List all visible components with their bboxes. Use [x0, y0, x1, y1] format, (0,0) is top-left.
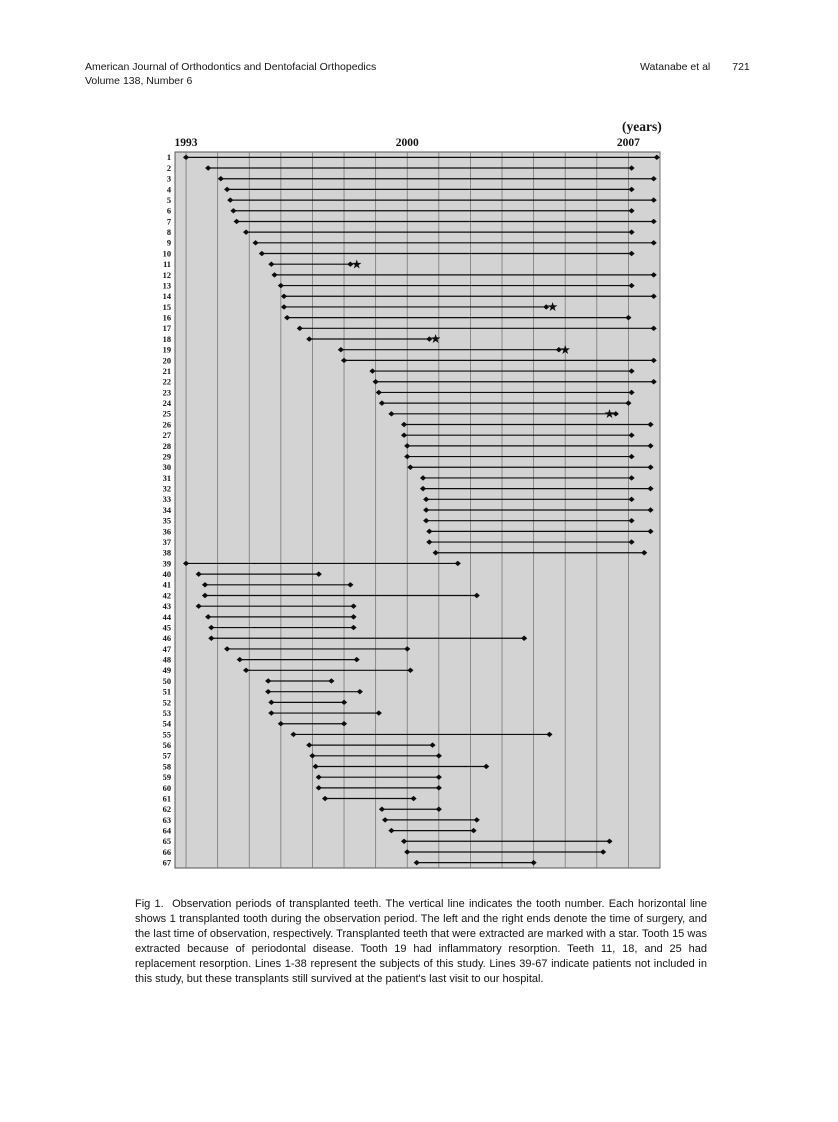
figure-caption [135, 897, 707, 986]
tooth-number-label: 2 [166, 163, 171, 173]
tooth-number-label: 31 [162, 473, 171, 483]
tooth-number-label: 7 [166, 217, 171, 227]
tooth-number-label: 32 [162, 484, 171, 494]
tooth-number-label: 42 [162, 591, 171, 601]
figure-caption-text: Observation periods of transplanted teeth. The vertical line indicates the tooth number. Each horizontal line shows 1 transplanted tooth during the observation period. The left and the right ends denote the time of surgery, and the last time of observation, respectively. Transplanted teeth that were extracted are marked with a star. Tooth 15 was extracted because of periodontal disease. Tooth 19 had inflammatory resorption. Teeth 11, 18, and 25 had replacement resorption. Lines 1-38 represent the subjects of this study. Lines 39-67 indicate patients not included in this study, but these transplants still survived at the patient's last visit to our hospital. [135, 898, 707, 985]
tooth-number-label: 3 [166, 174, 171, 184]
tooth-number-label: 34 [162, 505, 171, 515]
tooth-number-label: 36 [162, 527, 171, 537]
tooth-number-label: 65 [162, 837, 171, 847]
tooth-number-label: 51 [162, 687, 171, 697]
extraction-star-icon: ★ [351, 256, 363, 272]
tooth-number-label: 62 [162, 805, 171, 815]
running-authors: Watanabe et al [640, 61, 711, 73]
tooth-number-label: 53 [162, 708, 171, 718]
tooth-number-label: 44 [162, 612, 171, 622]
tooth-number-label: 57 [162, 751, 171, 761]
tooth-number-label: 18 [162, 334, 171, 344]
tooth-number-label: 10 [162, 249, 171, 259]
tooth-number-label: 56 [162, 741, 171, 751]
tooth-number-label: 60 [162, 783, 171, 793]
tooth-number-label: 49 [162, 666, 171, 676]
tooth-number-label: 30 [162, 463, 171, 473]
tooth-number-label: 55 [162, 730, 171, 740]
tooth-number-label: 12 [162, 270, 171, 280]
tooth-number-label: 38 [162, 548, 171, 558]
observation-periods-chart [130, 132, 670, 877]
tooth-number-label: 13 [162, 281, 171, 291]
x-axis-unit-label: (years) [622, 119, 662, 134]
tooth-number-label: 25 [162, 409, 171, 419]
tooth-number-label: 4 [166, 185, 171, 195]
tooth-number-label: 29 [162, 452, 171, 462]
extraction-star-icon: ★ [559, 341, 571, 357]
year-tick-label: 1993 [174, 137, 198, 149]
tooth-number-label: 5 [166, 195, 171, 205]
tooth-number-label: 54 [162, 719, 171, 729]
figure-caption-label: Fig 1. [135, 898, 164, 910]
tooth-number-label: 67 [162, 858, 171, 868]
tooth-number-label: 8 [166, 228, 171, 238]
tooth-number-label: 48 [162, 655, 171, 665]
folio-page-number: 721 [732, 61, 750, 73]
journal-volume: Volume 138, Number 6 [85, 75, 193, 87]
tooth-number-label: 43 [162, 602, 171, 612]
tooth-number-label: 39 [162, 559, 171, 569]
tooth-number-label: 15 [162, 302, 171, 312]
tooth-number-label: 16 [162, 313, 171, 323]
tooth-number-label: 6 [166, 206, 171, 216]
tooth-number-label: 14 [162, 292, 171, 302]
journal-title: American Journal of Orthodontics and Dentofacial Orthopedics [85, 61, 377, 73]
tooth-number-label: 26 [162, 420, 171, 430]
tooth-number-label: 63 [162, 815, 171, 825]
tooth-number-label: 45 [162, 623, 171, 633]
tooth-number-label: 28 [162, 441, 171, 451]
tooth-number-label: 41 [162, 580, 171, 590]
tooth-number-label: 52 [162, 698, 171, 708]
year-tick-label: 2000 [395, 137, 419, 149]
extraction-star-icon: ★ [430, 331, 442, 347]
tooth-number-label: 24 [162, 399, 171, 409]
tooth-number-label: 40 [162, 570, 171, 580]
running-head-left [85, 60, 376, 88]
tooth-number-label: 21 [162, 366, 171, 376]
tooth-number-label: 64 [162, 826, 171, 836]
tooth-number-label: 22 [162, 377, 171, 387]
tooth-number-label: 1 [166, 153, 171, 163]
tooth-number-label: 33 [162, 495, 171, 505]
tooth-number-label: 35 [162, 516, 171, 526]
tooth-number-label: 46 [162, 634, 171, 644]
running-head-right [640, 60, 750, 74]
extraction-star-icon: ★ [603, 406, 616, 422]
tooth-number-label: 66 [162, 847, 171, 857]
tooth-number-label: 47 [162, 644, 171, 654]
tooth-number-label: 59 [162, 773, 171, 783]
tooth-number-label: 27 [162, 431, 171, 441]
tooth-number-label: 20 [162, 356, 171, 366]
tooth-number-label: 19 [162, 345, 171, 355]
tooth-number-label: 58 [162, 762, 171, 772]
year-tick-label: 2007 [616, 137, 640, 149]
tooth-number-label: 37 [162, 537, 171, 547]
tooth-number-label: 23 [162, 388, 171, 398]
extraction-star-icon: ★ [546, 299, 559, 315]
tooth-number-label: 17 [162, 324, 171, 334]
tooth-number-label: 9 [166, 238, 171, 248]
tooth-number-label: 11 [163, 260, 171, 270]
tooth-number-label: 61 [162, 794, 171, 804]
tooth-number-label: 50 [162, 676, 171, 686]
